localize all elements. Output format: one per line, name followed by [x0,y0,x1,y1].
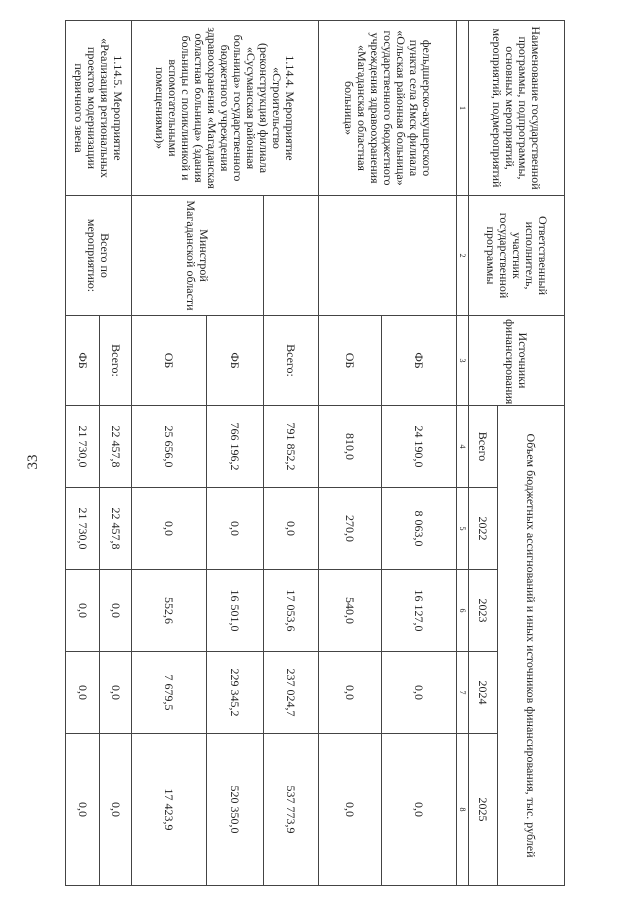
row-total: 25 656,0 [132,406,207,488]
row-total: 22 457,8 [100,406,132,488]
header-executor: Ответственный исполнитель, участник государственной программы [469,196,565,316]
row-2024: 0,0 [382,652,457,734]
row-2022: 0,0 [132,488,207,570]
row-2024: 0,0 [66,652,100,734]
page-number: 33 [25,454,41,470]
col-number: 4 [457,406,469,488]
row-source: Всего: [264,316,319,406]
header-2024: 2024 [469,652,498,734]
row-executor: Минстрой Магаданской области [132,196,264,316]
col-number: 2 [457,196,469,316]
row-2025: 0,0 [319,734,382,886]
header-2022: 2022 [469,488,498,570]
row-2022: 270,0 [319,488,382,570]
col-number: 6 [457,570,469,652]
row-executor [319,196,457,316]
row-total: 21 730,0 [66,406,100,488]
col-number: 7 [457,652,469,734]
row-2025: 0,0 [382,734,457,886]
row-2025: 520 350,0 [207,734,264,886]
row-2025: 537 773,9 [264,734,319,886]
row-source: Всего: [100,316,132,406]
row-total: 766 196,2 [207,406,264,488]
row-2023: 17 053,6 [264,570,319,652]
header-source: Источники финансирования [469,316,565,406]
row-2024: 0,0 [319,652,382,734]
row-2022: 8 063,0 [382,488,457,570]
row-total: 24 190,0 [382,406,457,488]
header-2025: 2025 [469,734,498,886]
row-2022: 0,0 [207,488,264,570]
row-2024: 0,0 [100,652,132,734]
row-2025: 0,0 [66,734,100,886]
row-2023: 552,6 [132,570,207,652]
row-source: ФБ [66,316,100,406]
col-number: 1 [457,21,469,196]
row-2022: 0,0 [264,488,319,570]
row-source: ОБ [132,316,207,406]
row-name: 1.14.4. Мероприятие «Строительство (реконструкция) филиала «Сусуманская районная больница» государственного бюджетного учреждения здравоохранения «Магаданская областная больница» (здания больницы с поликлиникой и вспомогательными помещениями)» [132,21,319,196]
row-source: ОБ [319,316,382,406]
row-source: ФБ [207,316,264,406]
row-total: 791 852,2 [264,406,319,488]
col-number: 3 [457,316,469,406]
col-number: 5 [457,488,469,570]
col-number: 8 [457,734,469,886]
header-volume: Объем бюджетных ассигнований и иных источников финансирования, тыс. рублей [498,406,565,886]
row-2022: 21 730,0 [66,488,100,570]
row-executor: Всего по мероприятию: [66,196,132,316]
row-2022: 22 457,8 [100,488,132,570]
row-2024: 7 679,5 [132,652,207,734]
row-2025: 17 423,9 [132,734,207,886]
financing-table [65,20,565,886]
row-2023: 16 501,0 [207,570,264,652]
row-2025: 0,0 [100,734,132,886]
row-name: фельдшерско-акушерского пункта села Ямск филиала «Ольская районная больница» государственного бюджетного учреждения здравоохранения «Магаданская областная больница» [319,21,457,196]
row-2023: 540,0 [319,570,382,652]
row-2024: 237 024,7 [264,652,319,734]
row-2023: 0,0 [100,570,132,652]
row-2024: 229 345,2 [207,652,264,734]
row-2023: 0,0 [66,570,100,652]
row-total: 810,0 [319,406,382,488]
row-2023: 16 127,0 [382,570,457,652]
row-source: ФБ [382,316,457,406]
rotated-page-content [72,20,565,885]
header-2023: 2023 [469,570,498,652]
header-total: Всего [469,406,498,488]
header-name: Наименование государственной программы, подпрограммы, основных мероприятий, мероприятий, подмероприятий [469,21,565,196]
row-executor [264,196,319,316]
row-name: 1.14.5. Мероприятие «Реализация региональных проектов модернизации первичного звена [66,21,132,196]
